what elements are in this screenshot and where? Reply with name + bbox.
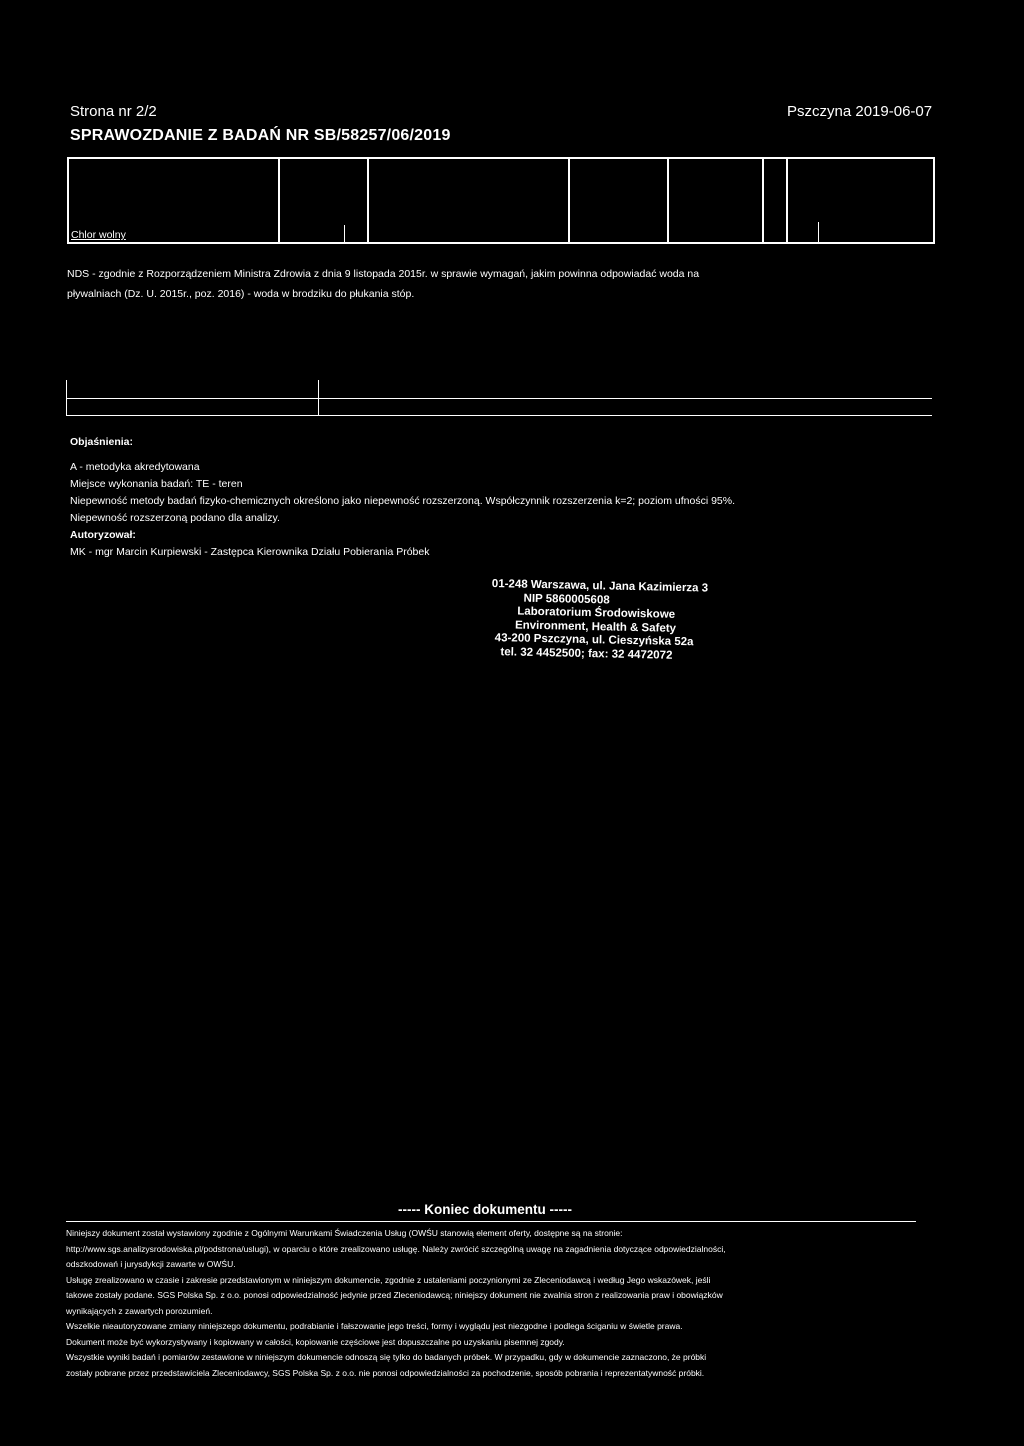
footer-line: Wszystkie wyniki badań i pomiarów zestawione w niniejszym dokumencie odnoszą się tylko do badanych próbek. W przypadku, gdy w dokumencie zaznaczono, że próbki: [66, 1352, 707, 1362]
page-number: Strona nr 2/2: [70, 103, 157, 120]
stamp-line: tel. 32 4452500; fax: 32 4472072: [500, 645, 673, 662]
footer-line: zostały pobrane przez przedstawiciela Zleceniodawcy, SGS Polska Sp. z o.o. nie ponosi odpowiedzialności za pochodzenie, sposób pobrania i reprezentatywność próbki.: [66, 1367, 705, 1378]
footer-line: Dokument może być wykorzystywany i kopiowany w całości, kopiowanie częściowe jest dopuszczalne po uzyskaniu pisemnej zgody.: [66, 1336, 565, 1347]
footer-line: odszkodowań i jurysdykcji zawarte w OWŚU.: [66, 1259, 236, 1269]
end-of-document: ----- Koniec dokumentu -----: [398, 1202, 572, 1217]
authorized-heading: Autoryzował:: [70, 529, 136, 541]
footer-line: Niniejszy dokument został wystawiony zgodnie z Ogólnymi Warunkami Świadczenia Usług (OWŚU stanowią element oferty, dostępne są na stronie:: [66, 1228, 623, 1238]
explanation-item: Miejsce wykonania badań: TE - teren: [70, 478, 243, 490]
footer-line: http://www.sgs.analizysrodowiska.pl/podstrona/uslugi), w oparciu o które zrealizowano usługę. Należy zwrócić szczególną uwagę na zagadnienia dotyczące odpowiedzialności,: [66, 1243, 726, 1254]
footer-divider: [66, 1221, 916, 1222]
company-stamp: [490, 578, 708, 664]
explanation-item: A - metodyka akredytowana: [70, 461, 200, 473]
footer-line: wynikających z zawartych porozumień.: [66, 1305, 213, 1316]
table-row-label: Chlor wolny: [71, 229, 126, 241]
norm-note-line2: pływalniach (Dz. U. 2015r., poz. 2016) - woda w brodziku do płukania stóp.: [67, 288, 415, 300]
stamp-line: Environment, Health & Safety: [514, 618, 677, 635]
footer-line: takowe zostały podane. SGS Polska Sp. z o.o. ponosi odpowiedzialność jedynie przed Zleceniodawcą; niniejszy dokument nie zwalnia stron z realizowania praw i obowiązków: [66, 1290, 723, 1300]
explanation-item: Niepewność rozszerzoną podano dla analizy.: [70, 512, 280, 524]
stamp-line: Laboratorium Środowiskowe: [517, 605, 676, 621]
norm-note-line1: NDS - zgodnie z Rozporządzeniem Ministra Zdrowia z dnia 9 listopada 2015r. w sprawie wymagań, jakim powinna odpowiadać woda na: [67, 268, 700, 280]
stamp-line: NIP 5860005608: [523, 592, 610, 606]
location-date: Pszczyna 2019-06-07: [787, 103, 933, 120]
report-title: SPRAWOZDANIE Z BADAŃ NR SB/58257/06/2019: [70, 127, 451, 144]
footer-line: Usługę zrealizowano w czasie i zakresie przedstawionym w niniejszym dokumencie, zgodnie z ustaleniami poczynionymi ze Zleceniodawcą i według Jego wskazówek, jeśli: [66, 1274, 711, 1285]
footer-legal: [66, 1226, 926, 1381]
stamp-line: 01-248 Warszawa, ul. Jana Kazimierza 3: [491, 578, 709, 595]
stamp-line: 43-200 Pszczyna, ul. Cieszyńska 52a: [494, 632, 694, 649]
authorized-by: MK - mgr Marcin Kurpiewski - Zastępca Kierownika Działu Pobierania Próbek: [70, 546, 430, 558]
explanation-item: Niepewność metody badań fizyko-chemicznych określono jako niepewność rozszerzoną. Współczynnik rozszerzenia k=2; poziom ufności 95%.: [70, 495, 736, 507]
footer-line: Wszelkie nieautoryzowane zmiany niniejszego dokumentu, podrabianie i fałszowanie jego treści, formy i wyglądu jest niezgodne i podlega ściganiu w świetle prawa.: [66, 1321, 683, 1331]
explanations-heading: Objaśnienia:: [70, 436, 134, 448]
